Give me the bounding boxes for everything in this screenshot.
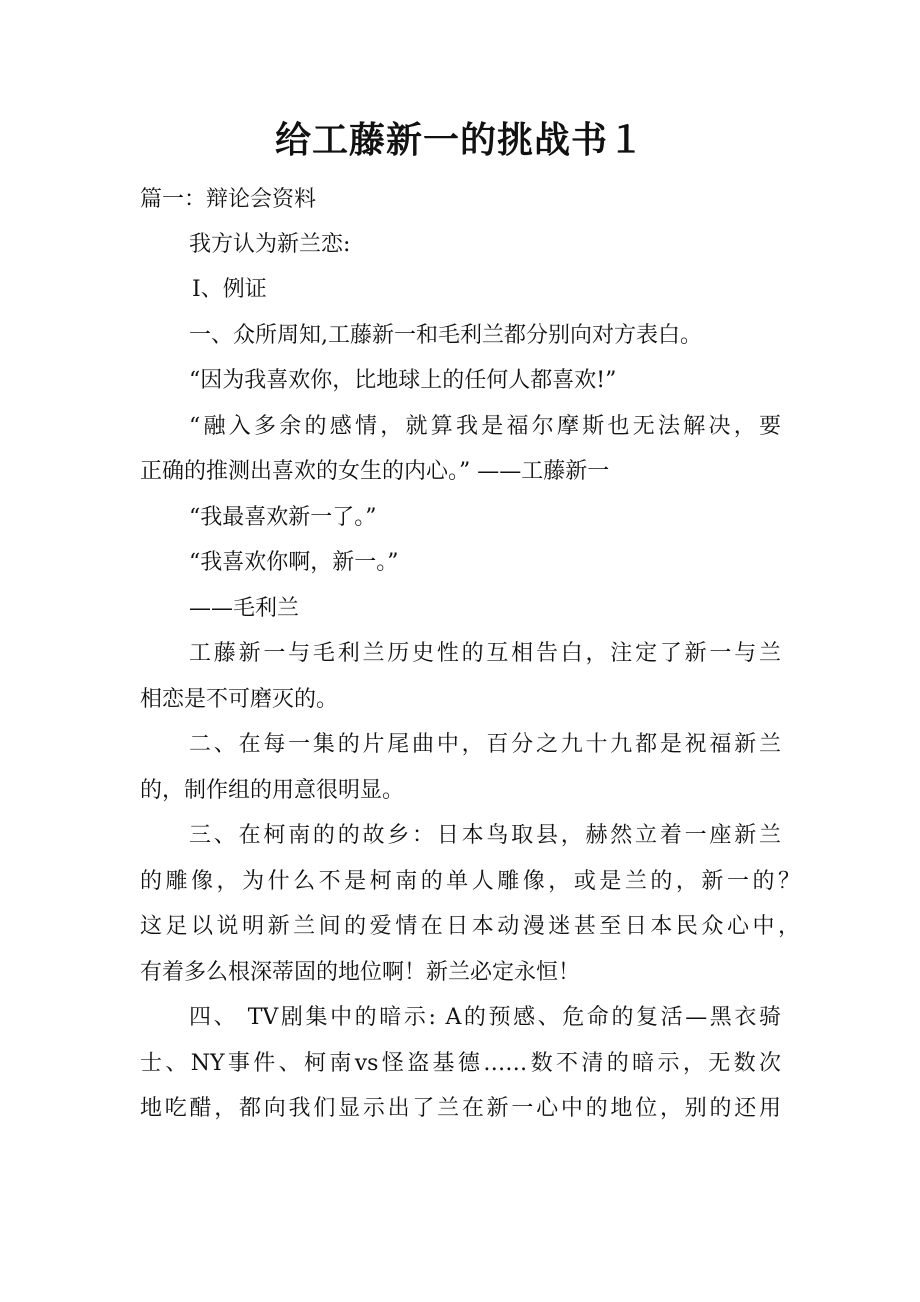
paragraph-line: 工藤新一与毛利兰历史性的互相告白，注定了新一与兰 xyxy=(189,641,781,666)
paragraph-line: “我喜欢你啊，新一。” xyxy=(189,550,399,575)
paragraph-line: 这足以说明新兰间的爱情在日本动漫迷甚至日本民众心中， xyxy=(140,914,800,939)
paragraph-line: “我最喜欢新一了。” xyxy=(189,505,377,530)
paragraph-line: 相恋是不可磨灭的。 xyxy=(140,687,339,712)
paragraph-line: 有着多么根深蒂固的地位啊！新兰必定永恒！ xyxy=(140,960,581,985)
paragraph-line: 士、NY事件、柯南vs怪盗基德……数不清的暗示，无数次 xyxy=(140,1051,781,1076)
paragraph-line: 正确的推测出喜欢的女生的内心。” ——工藤新一 xyxy=(140,459,610,484)
paragraph-line: 二、在每一集的片尾曲中，百分之九十九都是祝福新兰 xyxy=(189,732,781,757)
paragraph-line: 的雕像，为什么不是柯南的单人雕像，或是兰的，新一的？ xyxy=(140,869,800,894)
section-heading: 篇一：辩论会资料 xyxy=(140,187,317,212)
paragraph-line: 地吃醋，都向我们显示出了兰在新一心中的地位，别的还用 xyxy=(140,1096,781,1121)
paragraph-line: “因为我喜欢你，比地球上的任何人都喜欢!” xyxy=(189,368,617,393)
paragraph-line: 的，制作组的用意很明显。 xyxy=(140,778,405,803)
paragraph-line: “融入多余的感情，就算我是福尔摩斯也无法解决，要 xyxy=(189,414,781,439)
paragraph-line: 我方认为新兰恋: xyxy=(189,232,351,257)
document-title: 给工藤新一的挑战书１ xyxy=(274,119,645,161)
paragraph-line: 四、 TV剧集中的暗示: A的预感、危命的复活—黑衣骑 xyxy=(189,1005,781,1030)
paragraph-line: Ⅰ、例证 xyxy=(192,277,267,302)
paragraph-line: 一、众所周知,工藤新一和毛利兰都分别向对方表白。 xyxy=(189,323,702,348)
paragraph-line: ——毛利兰 xyxy=(189,596,300,621)
paragraph-line: 三、在柯南的的故乡：日本鸟取县，赫然立着一座新兰 xyxy=(189,823,781,848)
